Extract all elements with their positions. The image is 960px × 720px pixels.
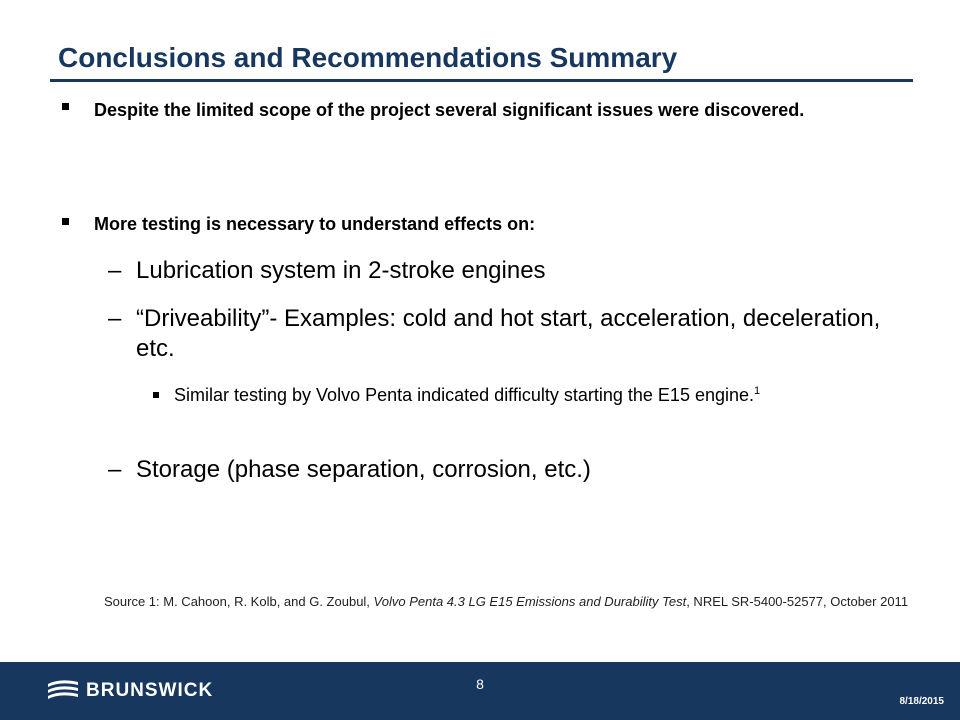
slide-date: 8/18/2015 (899, 696, 944, 707)
bullet-square-icon (62, 218, 69, 225)
bullet-square-icon (62, 103, 69, 110)
source-prefix: Source 1: M. Cahoon, R. Kolb, and G. Zoubul, (104, 594, 374, 609)
brand-name: BRUNSWICK (86, 680, 214, 701)
source-suffix: , NREL SR-5400-52577, October 2011 (686, 594, 909, 609)
sub-item-storage: Storage (phase separation, corrosion, etc.) (136, 456, 591, 483)
dash-marker: – (108, 456, 122, 483)
dash-marker: – (108, 257, 122, 284)
sub-sub-item-volvo (174, 382, 894, 408)
volvo-note-text: Similar testing by Volvo Penta indicated difficulty starting the E15 engine. (174, 385, 755, 405)
source-citation (104, 592, 918, 612)
bullet-square-icon (153, 392, 159, 398)
dash-marker: – (108, 305, 122, 332)
footer-bar (0, 662, 960, 720)
sub-item-lubrication: Lubrication system in 2-stroke engines (136, 257, 546, 284)
footnote-ref: 1 (754, 385, 761, 397)
title-underline (50, 79, 913, 82)
sub-item-driveability: “Driveability”- Examples: cold and hot start, acceleration, deceleration, etc. (136, 305, 881, 362)
bullet-limited-scope: Despite the limited scope of the project several significant issues were discovered. (94, 100, 805, 120)
brunswick-logo (46, 678, 213, 704)
brunswick-wave-icon (46, 678, 80, 704)
slide-title: Conclusions and Recommendations Summary (58, 42, 678, 73)
page-number: 8 (476, 676, 484, 692)
bullet-more-testing: More testing is necessary to understand effects on: (94, 214, 536, 234)
source-title: Volvo Penta 4.3 LG E15 Emissions and Durability Test (373, 594, 687, 609)
